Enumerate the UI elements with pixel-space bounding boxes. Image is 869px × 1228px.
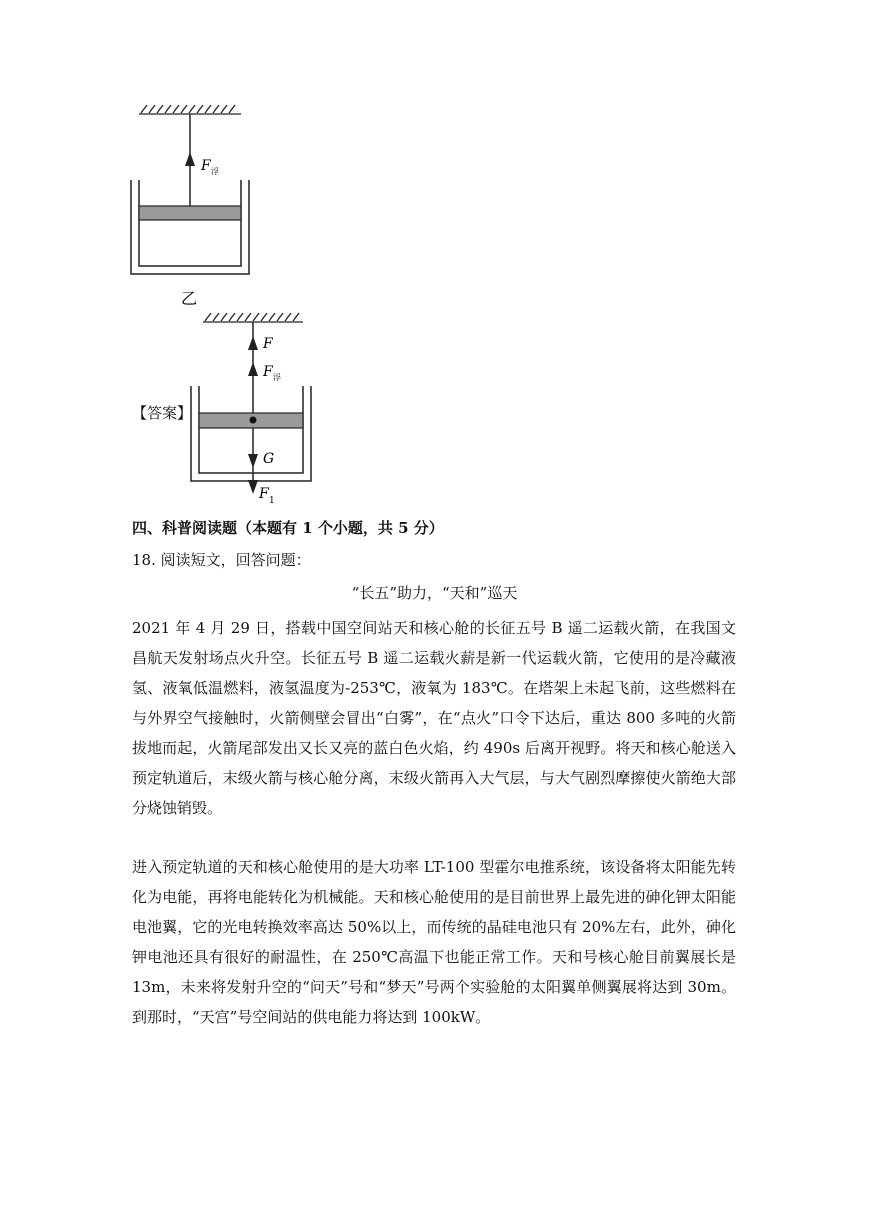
piston-gray [139,206,241,220]
figure-yi [125,100,255,310]
force-buoyancy-label: F [201,158,211,174]
arrow-up-icon [248,362,258,376]
force-g-label: G [263,451,275,467]
figure-caption: 乙 [181,289,198,308]
force-buoyancy-sub: 浮 [211,167,219,176]
question-prompt: 18. 阅读短文，回答问题： [132,551,311,569]
center-dot [250,417,257,424]
ceiling-hatch [203,313,303,322]
section-heading: 四、科普阅读题（本题有 1 个小题，共 5 分） [132,519,444,537]
ceiling-hatch [139,105,241,114]
article-title: “长五”助力，“天和”巡天 [351,584,518,602]
arrow-up-icon [185,152,195,166]
container [191,386,311,481]
force-f1-label: F [259,486,269,502]
arrow-down-icon [248,454,258,468]
article-paragraph-2: 进入预定轨道的天和核心舱使用的是大功率 LT-100 型霍尔电推系统，该设备将太阳能先转化为电能，再将电能转化为机械能。天和核心舱使用的是目前世界上最先进的砷化钾太阳能电池翼，它的光电转换效率高达 50%以上，而传统的晶硅电池只有 20%左右，此外，砷化钾电池还具有很好的耐温性，在 250℃高温下也能正常工作。天和号核心舱目前翼展长是 13m，未来将发射升空的“问天”号和“梦天”号两个实验舱的太阳翼单侧翼展将达到 30m。到那时，“天宫”号空间站的供电能力将达到 100kW。 [132,858,736,1026]
answer-figure [185,308,325,508]
arrow-down-icon [248,480,258,494]
force-f-label: F [263,336,273,352]
force-f1-sub: 1 [269,496,275,506]
arrow-up-icon [248,336,258,350]
article-paragraph-1: 2021 年 4 月 29 日，搭载中国空间站天和核心舱的长征五号 B 遥二运载火箭，在我国文昌航天发射场点火升空。长征五号 B 遥二运载火薪是新一代运载火箭，它使用的是冷藏液氢、液氧低温燃料，液氢温度为-253℃，液氧为 183℃。在塔架上未起飞前，这些燃料在与外界空气接触时，火箭侧壁会冒出“白雾”，在“点火”口令下达后，重达 800 多吨的火箭拔地而起，火箭尾部发出又长又亮的蓝白色火焰，约 490s 后离开视野。将天和核心舱送入预定轨道后，末级火箭与核心舱分离，末级火箭再入大气层，与大气剧烈摩擦使火箭绝大部分烧蚀销毁。 [132,619,736,817]
answer-label: 【答案】 [132,404,193,422]
force-buoyancy-label: F [263,364,273,380]
force-buoyancy-sub: 浮 [273,373,281,382]
